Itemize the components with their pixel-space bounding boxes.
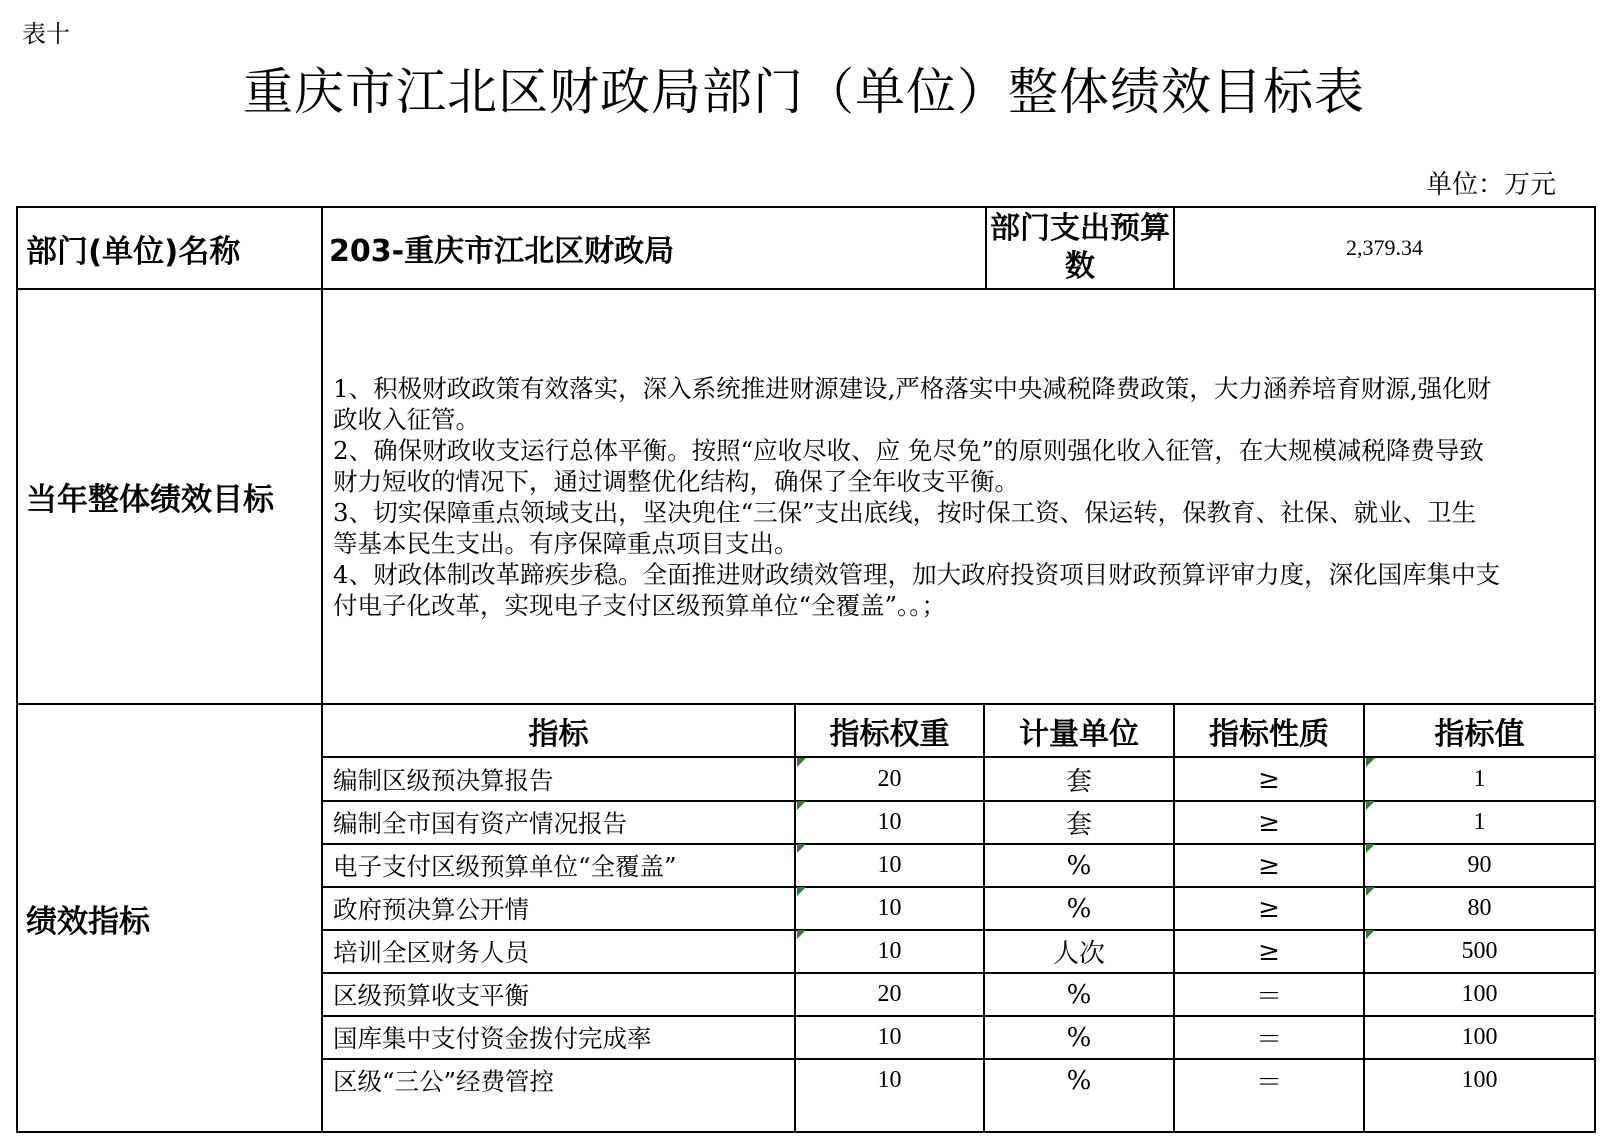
comment-marker-icon xyxy=(797,844,806,853)
indicator-name: 区级“三公”经费管控 xyxy=(333,1067,555,1096)
indicator-name: 编制全市国有资产情况报告 xyxy=(333,809,627,838)
indicator-weight: 10 xyxy=(877,895,902,921)
indicator-nature: ≥ xyxy=(1258,893,1280,924)
goal-line: 政收入征管。 xyxy=(333,404,480,434)
indicator-weight: 10 xyxy=(877,809,902,835)
indicator-weight: 10 xyxy=(877,1024,902,1050)
unit-header: 计量单位 xyxy=(1019,717,1139,752)
indicator-nature: ≥ xyxy=(1258,764,1280,795)
indicator-nature: ＝ xyxy=(1255,982,1282,1012)
indicator-nature: ＝ xyxy=(1255,1068,1282,1098)
indicator-target: 100 xyxy=(1461,1024,1498,1050)
indicator-nature: ＝ xyxy=(1255,1025,1282,1055)
indicator-unit: 人次 xyxy=(1052,939,1105,969)
comment-marker-icon xyxy=(797,801,806,810)
indicator-target: 80 xyxy=(1467,895,1492,921)
indicator-target: 90 xyxy=(1467,852,1492,878)
nature-header: 指标性质 xyxy=(1209,717,1329,752)
indicator-target: 100 xyxy=(1461,981,1498,1007)
comment-marker-icon xyxy=(1366,801,1375,810)
goal-line: 3、切实保障重点领域支出，坚决兜住“三保”支出底线，按时保工资、保运转，保教育、社保、就业、卫生 xyxy=(333,497,1477,527)
indicator-name: 国库集中支付资金拨付完成率 xyxy=(333,1024,652,1053)
indicator-target: 500 xyxy=(1461,938,1498,964)
indicator-target: 1 xyxy=(1473,809,1486,835)
goal-line: 1、积极财政政策有效落实，深入系统推进财源建设,严格落实中央减税降费政策，大力涵养培育财源,强化财 xyxy=(333,373,1492,403)
indicator-unit: 套 xyxy=(1065,767,1092,797)
comment-marker-icon xyxy=(797,758,806,767)
indicator-weight: 10 xyxy=(877,852,902,878)
goal-line: 付电子化改革，实现电子支付区级预算单位“全覆盖”。。； xyxy=(333,590,947,620)
goal-line: 4、财政体制改革蹄疾步稳。全面推进财政绩效管理，加大政府投资项目财政预算评审力度，深化国库集中支 xyxy=(333,559,1501,589)
indicator-unit: % xyxy=(1066,893,1092,924)
performance-table xyxy=(16,206,1596,1133)
indicator-weight: 10 xyxy=(877,938,902,964)
indicator-unit: 套 xyxy=(1065,810,1092,840)
indicator-name: 电子支付区级预算单位“全覆盖” xyxy=(333,852,677,881)
goal-line: 等基本民生支出。有序保障重点项目支出。 xyxy=(333,528,799,558)
weight-header: 指标权重 xyxy=(829,717,950,752)
comment-marker-icon xyxy=(1366,844,1375,853)
target-header: 指标值 xyxy=(1434,717,1525,752)
dept-name-value: 203-重庆市江北区财政局 xyxy=(329,234,675,269)
goal-line: 2、确保财政收支运行总体平衡。按照“应收尽收、应 免尽免”的原则强化收入征管，在大规模减税降费导致 xyxy=(333,435,1484,465)
indicator-nature: ≥ xyxy=(1258,807,1280,838)
indicator-unit: % xyxy=(1066,979,1092,1010)
comment-marker-icon xyxy=(1366,930,1375,939)
table-number: 表十 xyxy=(22,20,70,48)
budget-value: 2,379.34 xyxy=(1346,235,1423,260)
indicator-target: 100 xyxy=(1461,1067,1498,1093)
comment-marker-icon xyxy=(1366,758,1375,767)
comment-marker-icon xyxy=(797,930,806,939)
indicator-weight: 20 xyxy=(877,981,902,1007)
indicators-label: 绩效指标 xyxy=(26,903,150,940)
annual-goal-label: 当年整体绩效目标 xyxy=(26,482,274,518)
budget-label: 部门支出预算数 xyxy=(990,211,1170,284)
indicator-name: 培训全区财务人员 xyxy=(333,938,529,967)
indicator-name: 政府预决算公开情 xyxy=(333,895,529,924)
indicator-unit: % xyxy=(1066,850,1092,881)
indicator-unit: % xyxy=(1066,1022,1092,1053)
indicator-nature: ≥ xyxy=(1258,850,1280,881)
indicator-nature: ≥ xyxy=(1258,936,1280,967)
indicator-header: 指标 xyxy=(528,717,589,752)
comment-marker-icon xyxy=(1366,887,1375,896)
annual-goal-text xyxy=(323,290,1594,703)
indicator-unit: % xyxy=(1066,1065,1092,1096)
indicator-name: 区级预算收支平衡 xyxy=(333,981,529,1010)
indicator-name: 编制区级预决算报告 xyxy=(333,766,554,795)
unit-label: 单位：万元 xyxy=(1425,170,1556,200)
document-title: 重庆市江北区财政局部门（单位）整体绩效目标表 xyxy=(243,63,1365,121)
comment-marker-icon xyxy=(797,887,806,896)
dept-name-label: 部门(单位)名称 xyxy=(26,233,241,270)
goal-line: 财力短收的情况下，通过调整优化结构，确保了全年收支平衡。 xyxy=(333,466,1019,496)
indicator-weight: 10 xyxy=(877,1067,902,1093)
indicator-weight: 20 xyxy=(877,766,902,792)
indicator-target: 1 xyxy=(1473,766,1486,792)
